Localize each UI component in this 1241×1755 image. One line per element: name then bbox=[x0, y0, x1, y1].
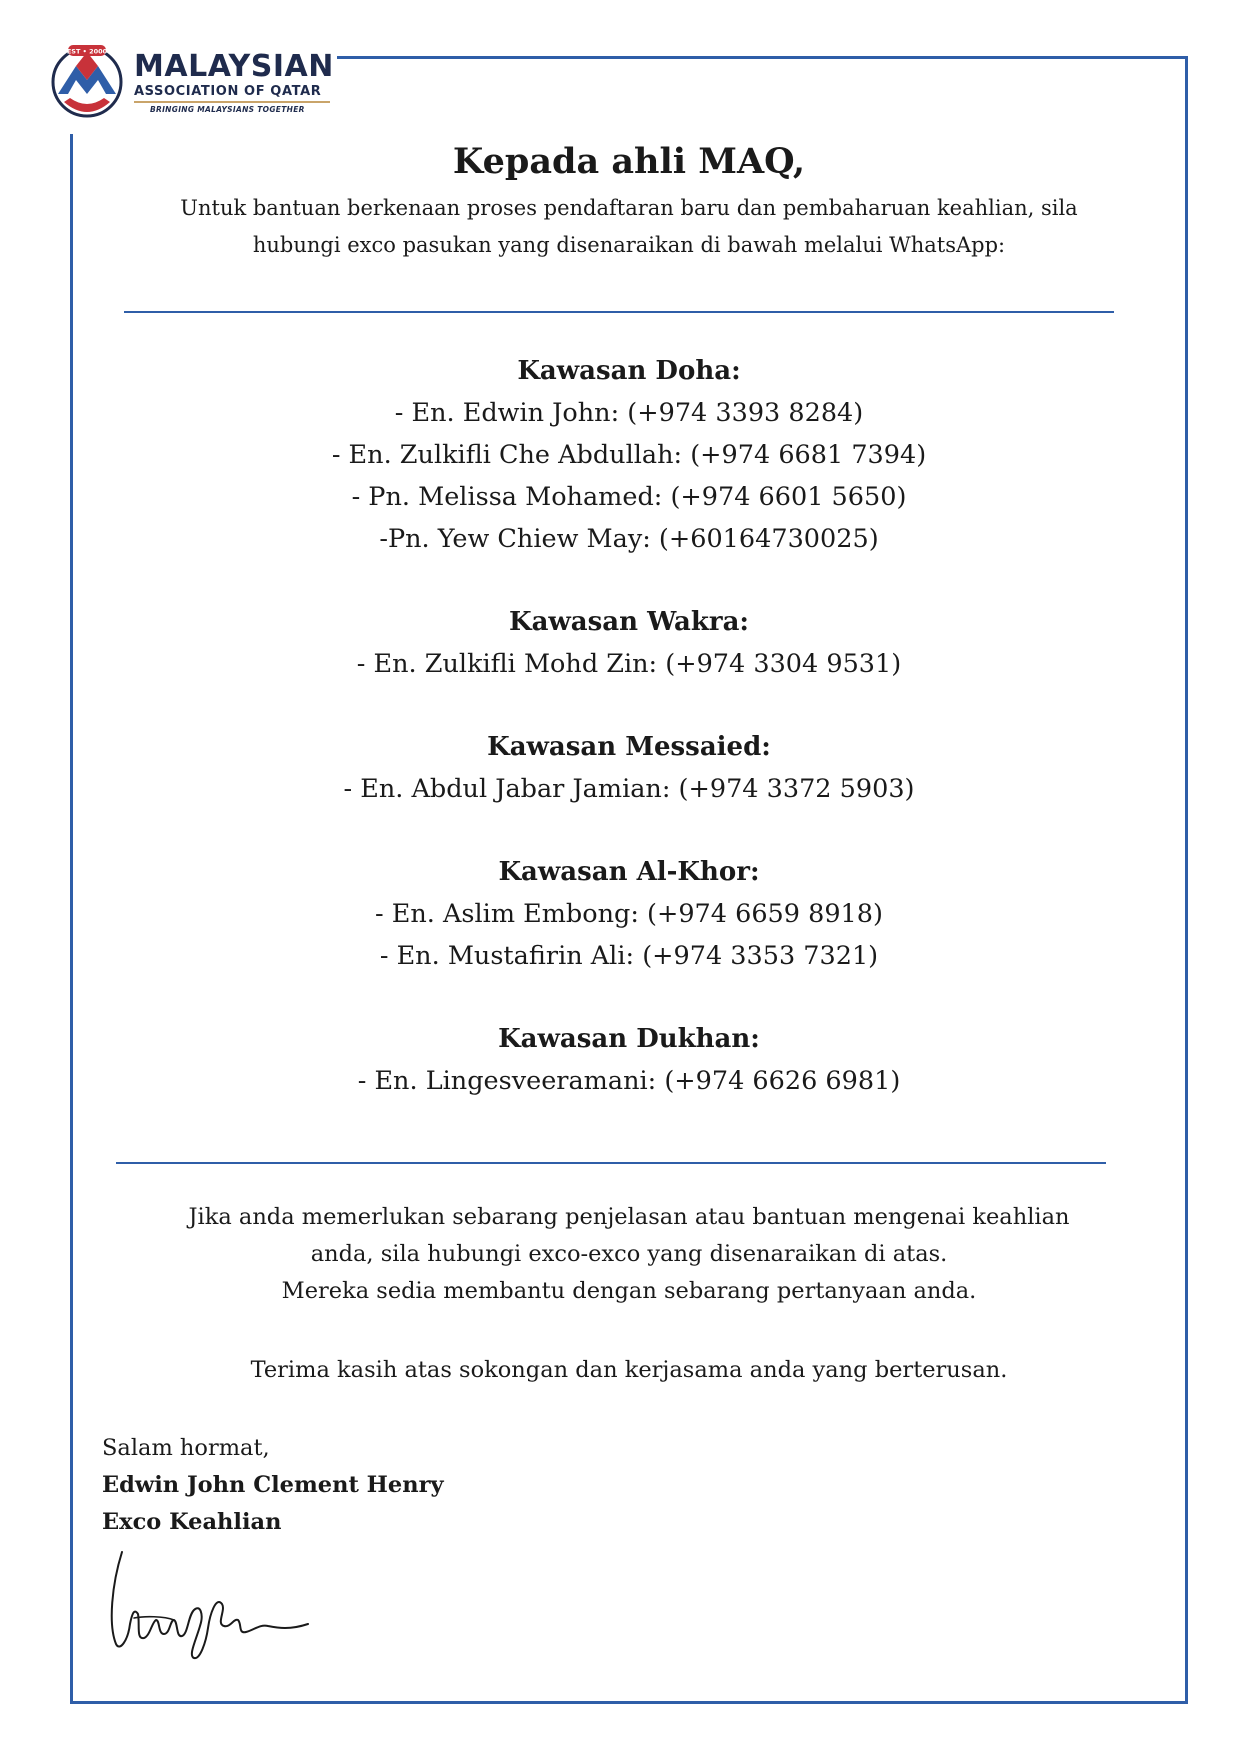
contact-item: - Pn. Melissa Mohamed: (+974 6601 5650) bbox=[351, 482, 907, 512]
contact-item: - En. Lingesveeramani: (+974 6626 6981) bbox=[357, 1066, 901, 1096]
logo-title: MALAYSIAN bbox=[134, 49, 334, 84]
intro-line: hubungi exco pasukan yang disenaraikan di bawah melalui WhatsApp: bbox=[252, 233, 1006, 257]
intro-line: Untuk bantuan berkenaan proses pendaftaran baru dan pembaharuan keahlian, sila bbox=[180, 196, 1078, 220]
closing-line: anda, sila hubungi exco-exco yang disenaraikan di atas. bbox=[310, 1241, 948, 1267]
region-title: Kawasan Doha: bbox=[517, 356, 741, 386]
signoff-block bbox=[102, 1430, 444, 1541]
contact-item: - En. Mustafirin Ali: (+974 3353 7321) bbox=[379, 941, 879, 971]
signer-name: Edwin John Clement Henry bbox=[102, 1472, 444, 1498]
intro-paragraph bbox=[74, 190, 1184, 264]
organization-logo bbox=[46, 42, 334, 122]
contact-item: - En. Edwin John: (+974 3393 8284) bbox=[394, 398, 864, 428]
logo-subtitle: ASSOCIATION OF QATAR bbox=[134, 84, 322, 99]
frame-top-line bbox=[337, 56, 1188, 59]
page-title: Kepada ahli MAQ, bbox=[452, 141, 806, 182]
signer-position: Exco Keahlian bbox=[102, 1509, 282, 1535]
region-doha bbox=[74, 350, 1184, 560]
svg-text:EST • 2000: EST • 2000 bbox=[66, 47, 108, 56]
contact-item: - En. Abdul Jabar Jamian: (+974 3372 5903) bbox=[343, 774, 915, 804]
region-title: Kawasan Wakra: bbox=[508, 607, 750, 637]
region-title: Kawasan Al-Khor: bbox=[498, 857, 760, 887]
region-title: Kawasan Messaied: bbox=[487, 732, 771, 762]
thanks-line: Terima kasih atas sokongan dan kerjasama anda yang berterusan. bbox=[250, 1357, 1008, 1383]
maq-emblem-icon bbox=[46, 42, 128, 118]
frame-left-line bbox=[70, 134, 73, 1704]
contact-item: - En. Aslim Embong: (+974 6659 8918) bbox=[375, 899, 883, 929]
divider-bottom bbox=[116, 1162, 1106, 1164]
contact-item: -Pn. Yew Chiew May: (+60164730025) bbox=[379, 524, 879, 554]
contact-item: - En. Zulkifli Che Abdullah: (+974 6681 7394) bbox=[331, 440, 927, 470]
frame-right-line bbox=[1185, 56, 1188, 1704]
region-title: Kawasan Dukhan: bbox=[498, 1024, 760, 1054]
frame-bottom-line bbox=[70, 1701, 1188, 1704]
divider-top bbox=[124, 311, 1114, 313]
handwritten-signature bbox=[104, 1544, 324, 1664]
region-wakra bbox=[74, 601, 1184, 685]
logo-rule bbox=[134, 101, 330, 103]
closing-line: Mereka sedia membantu dengan sebarang pertanyaan anda. bbox=[281, 1278, 977, 1304]
region-list bbox=[74, 350, 1184, 1143]
region-al-khor bbox=[74, 851, 1184, 977]
closing-line: Jika anda memerlukan sebarang penjelasan atau bantuan mengenai keahlian bbox=[188, 1204, 1070, 1230]
region-messaied bbox=[74, 726, 1184, 810]
logo-tagline: BRINGING MALAYSIANS TOGETHER bbox=[150, 105, 305, 114]
signoff-greeting: Salam hormat, bbox=[102, 1435, 270, 1461]
closing-paragraph bbox=[74, 1199, 1184, 1310]
region-dukhan bbox=[74, 1018, 1184, 1102]
contact-item: - En. Zulkifli Mohd Zin: (+974 3304 9531) bbox=[356, 649, 902, 679]
